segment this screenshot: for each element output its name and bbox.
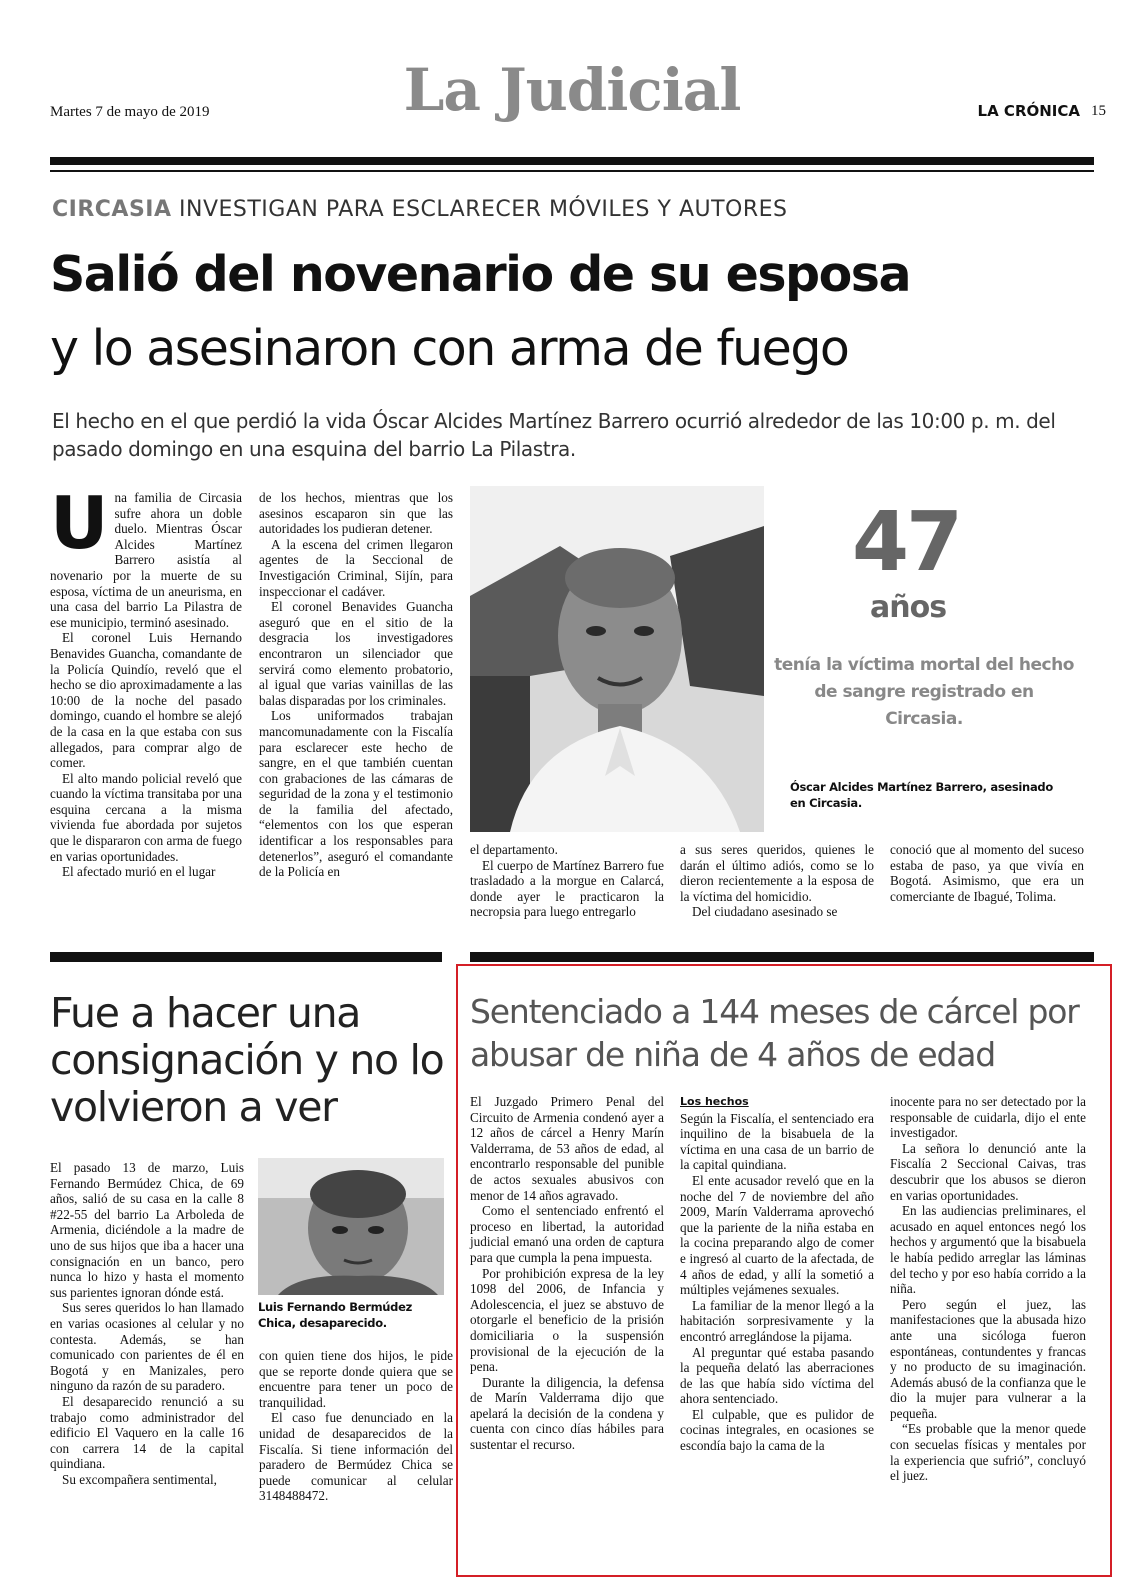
story3-subhead: Los hechos <box>680 1095 749 1108</box>
paragraph: Del ciudadano asesinado se <box>692 904 838 920</box>
story3-column-2 <box>680 1094 874 1454</box>
story1-column-2 <box>259 490 453 880</box>
story2-column-2 <box>259 1348 453 1504</box>
paragraph: Como el sentenciado enfrentó el proceso en libertad, la autoridad judicial emanó una orden de captura para que cumpla la pena impuesta. <box>470 1203 664 1265</box>
paragraph: El ente acusador reveló que en la noche del 7 de noviembre del año 2009, Marín Valderrama aprovechó que la pariente de la niña estaba en la cocina preparando algo de comer e ingresó al cuarto de la afectada, de 4 años de edad, y allí la sometió a múltiples vejámenes sexuales. <box>680 1172 874 1298</box>
paragraph: a sus seres queridos, quienes le darán el último adiós, como se lo dieron recientemente a la esposa de la víctima del homicidio. <box>680 842 874 904</box>
paragraph: Al preguntar qué estaba pasando la pequeña delató las aberraciones de las que había sido víctima del ahora sentenciado. <box>680 1344 874 1407</box>
paragraph: Según la Fiscalía, el sentenciado era inquilino de la bisabuela de la víctima en una casa de un barrio de la capital quindiana. <box>680 1110 874 1173</box>
paragraph: conoció que al momento del suceso estaba de paso, ya que vivía en Bogotá. Asimismo, que era un comerciante de Ibagué, Tolima. <box>890 842 1084 904</box>
section-rule-right <box>470 952 1094 962</box>
story1-headline-line1: Salió del novenario de su esposa <box>50 246 911 303</box>
page-number: 15 <box>1091 103 1106 119</box>
issue-date: Martes 7 de mayo de 2019 <box>50 104 210 120</box>
victim-photo <box>470 486 764 832</box>
victim-photo-caption: Óscar Alcides Martínez Barrero, asesinado en Circasia. <box>790 780 1053 810</box>
paragraph: inocente para no ser detectado por la responsable de cuidarla, dijo el ente investigador. <box>890 1094 1086 1141</box>
stat-number: 47 <box>852 495 961 590</box>
story3-column-1 <box>470 1094 664 1453</box>
paragraph: El cuerpo de Martínez Barrero fue trasladado a la morgue en Calarcá, donde ayer le practicaron la necropsia para luego entregarlo <box>470 857 664 920</box>
story2-column-1 <box>50 1160 244 1487</box>
stat-description: tenía la víctima mortal del hecho de sangre registrado en Circasia. <box>774 655 1074 729</box>
top-rule-thin <box>50 170 1094 172</box>
paragraph: El caso fue denunciado en la unidad de desaparecidos de la Fiscalía. Si tiene información del paradero de Bermúdez Chica se puede comunicar al celular 3148488472. <box>259 1410 453 1504</box>
paragraph: El culpable, que es pulidor de cocinas integrales, en ocasiones se escondía bajo la cama de la <box>680 1406 874 1454</box>
story3-column-3 <box>890 1094 1086 1484</box>
paragraph: El afectado murió en el lugar <box>62 864 216 880</box>
paragraph: Por prohibición expresa de la ley 1098 del 2006, de Infancia y Adolescencia, el juez se abstuvo de otorgarle el beneficio de la prisión domiciliaria o la suspensión provisional de la ejecución de la pena. <box>470 1265 664 1375</box>
story2-headline: Fue a hacer una consignación y no lo volvieron a ver <box>50 989 444 1131</box>
missing-person-caption: Luis Fernando Bermúdez Chica, desaparecido. <box>258 1300 412 1330</box>
kicker-place: CIRCASIA <box>52 197 172 222</box>
masthead <box>50 56 1106 136</box>
story1-column-1 <box>50 481 242 880</box>
story1-kicker <box>52 197 788 222</box>
paragraph: el departamento. <box>470 842 558 857</box>
section-rule-left <box>50 952 442 962</box>
story1-deck: El hecho en el que perdió la vida Óscar Alcides Martínez Barrero ocurrió alrededor de las 10:00 p. m. del pasado domingo en una esquina del barrio La Pilastra. <box>52 409 1056 461</box>
missing-person-photo <box>258 1158 444 1295</box>
kicker-text: INVESTIGAN PARA ESCLARECER MÓVILES Y AUTORES <box>179 197 788 222</box>
paragraph: Una familia de Circasia sufre ahora un doble duelo. Mientras Óscar Alcides Martínez Barrero asistía al novenario por la muerte de su esposa, víctima de un aneurisma, en una casa del barrio La Pilastra de ese municipio, terminó asesinado. <box>50 481 242 630</box>
top-rule-thick <box>50 157 1094 165</box>
paragraph: El alto mando policial reveló que cuando la víctima transitaba por una esquina cercana a la misma vivienda fue abordada por sujetos que le dispararon con arma de fuego en varias oportunidades. <box>50 770 242 864</box>
newspaper-name: LA CRÓNICA <box>977 102 1080 120</box>
drop-cap: U <box>50 481 109 565</box>
paragraph: de los hechos, mientras que los asesinos escaparon sin que las autoridades los pudieran detener. <box>259 490 453 537</box>
story1-column-5 <box>890 842 1084 904</box>
paragraph: A la escena del crimen llegaron agentes de la Seccional de Investigación Criminal, Sijín, para inspeccionar el cadáver. <box>259 536 453 599</box>
paragraph: El desaparecido renunció a su trabajo como administrador del edificio El Vaquero en la calle 16 con carrera 14 de la capital quindiana. <box>50 1393 244 1472</box>
paragraph: Su excompañera sentimental, <box>62 1471 217 1487</box>
paragraph: En las audiencias preliminares, el acusado en aquel entonces negó los hechos y argumentó que la bisabuela le había pedido arreglar las láminas del techo y por eso había corrido a la niña. <box>890 1203 1086 1297</box>
story1-column-4 <box>680 842 874 920</box>
section-title: La Judicial <box>403 56 741 124</box>
paragraph: El coronel Luis Hernando Benavides Guancha, comandante de la Policía Quindío, reveló que el hecho se dio aproximadamente a las 10:00 de la noche del pasado domingo, cuando el hombre se alejó de la casa en la que estaba con sus allegados, para comprar algo de comer. <box>50 630 242 771</box>
stat-unit: años <box>870 590 947 625</box>
paragraph: Sus seres queridos lo han llamado en varias ocasiones al celular y no contesta. Además, se han comunicado con parientes de él en Bogotá y en Manizales, pero ninguno da razón de su paradero. <box>50 1300 244 1394</box>
paragraph: El Juzgado Primero Penal del Circuito de Armenia condenó ayer a 12 años de cárcel a Henry Marín Valderrama, de 53 años de edad, al encontrarlo responsable del punible de actos sexuales abusivos con menor de 14 años agravado. <box>470 1094 664 1203</box>
paragraph: Durante la diligencia, la defensa de Marín Valderrama dijo que apelará la decisión de la condena y cuenta con cinco días hábiles para sustentar el recurso. <box>470 1374 664 1453</box>
paragraph: El coronel Benavides Guancha aseguró que en el sitio de la desgracia los investigadores encontraron un silenciador que servirá como elemento probatorio, al igual que varias vainillas de las balas disparadas por los criminales. <box>259 599 453 708</box>
paragraph: con quien tiene dos hijos, le pide que se reporte donde quiera que se encuentre para tener un poco de tranquilidad. <box>259 1348 453 1410</box>
paragraph: El pasado 13 de marzo, Luis Fernando Bermúdez Chica, de 69 años, salió de su casa en la calle 8 #22-55 del barrio La Arboleda de Armenia, diciéndole a la madre de uno de sus hijos que iba a hacer una consignación en un banco, pero nunca lo hizo y hasta el momento sus parientes ignoran dónde está. <box>50 1160 244 1300</box>
paragraph: Los uniformados trabajan mancomunadamente con la Fiscalía para esclarecer este hecho de sangre, en el que también cuentan con grabaciones de las cámaras de seguridad de la zona y el testimonio de la familia del afectado, “elementos con los que esperan identificar a los responsables para detenerlos”, aseguró el comandante de la Policía en <box>259 708 453 880</box>
paragraph: La familiar de la menor llegó a la habitación sorpresivamente y la encontró arreglándose la pijama. <box>680 1297 874 1344</box>
story1-column-3 <box>470 842 664 920</box>
paragraph: Pero según el juez, las manifestaciones que la abusada hizo ante una sicóloga fueron espontáneas, contundentes y francas y no producto de su imaginación. Además abusó de la confianza que le dio la mujer para vulnerar a la pequeña. <box>890 1296 1086 1421</box>
paragraph: La señora lo denunció ante la Fiscalía 2 Seccional Caivas, tras descubrir que los abusos se dieron en varias oportunidades. <box>890 1140 1086 1203</box>
story3-headline: Sentenciado a 144 meses de cárcel por abusar de niña de 4 años de edad <box>470 992 1079 1074</box>
story1-headline-line2: y lo asesinaron con arma de fuego <box>50 320 849 377</box>
paragraph: “Es probable que la menor quede con secuelas físicas y mentales por la experiencia que sufrió”, concluyó el juez. <box>890 1421 1086 1484</box>
